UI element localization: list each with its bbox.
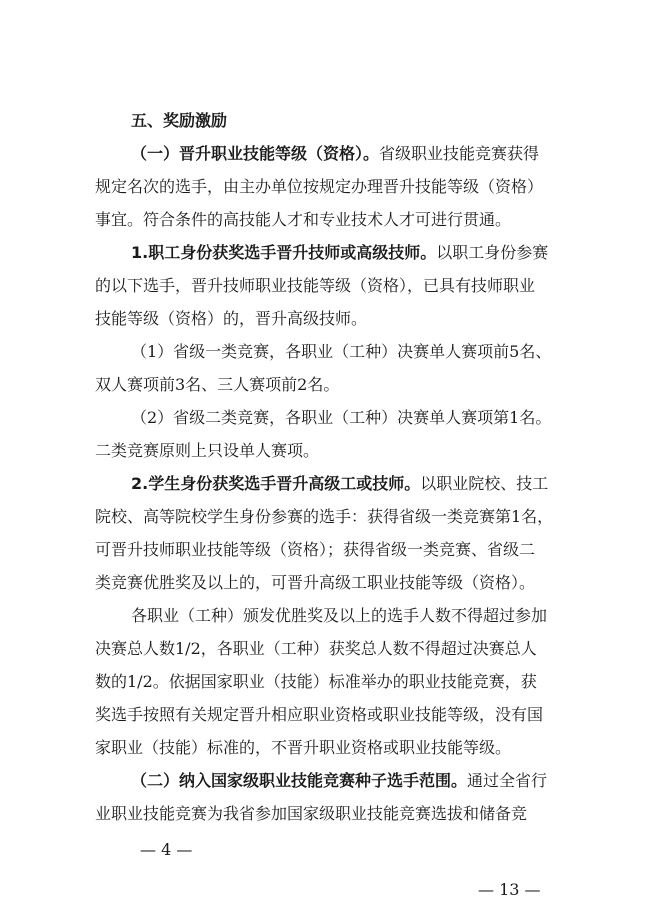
paragraph-1-line-1 [131,144,555,164]
paragraph-4-line-1: （2）省级二类竞赛，各职业（工种）决赛单人赛项第1名。 [131,408,552,427]
paragraph-1-line-3: 事宜。符合条件的高技能人才和专业技术人才可进行贯通。 [95,210,512,229]
paragraph-5-line-3: 可晋升技师职业技能等级（资格）；获得省级一类竞赛、省级二 [95,540,536,559]
paragraph-2-line-1 [131,243,555,263]
paragraph-7-line-2: 业职业技能竞赛为我省参加国家级职业技能竞赛选拔和储备竞 [95,804,528,823]
paragraph-1-line-2: 规定名次的选手，由主办单位按规定办理晋升技能等级（资格） [95,177,544,196]
paragraph-2-line-3: 技能等级（资格）的，晋升高级技师。 [95,309,368,328]
paragraph-2-line-2: 的以下选手，晋升技师职业技能等级（资格），已具有技师职业 [95,276,536,295]
paragraph-6-line-5: 家职业（技能）标准的，不晋升职业资格或职业技能等级。 [95,738,512,757]
section-heading: 五、奖励激励 [131,111,228,130]
paragraph-6-line-2: 决赛总人数1/2，各职业（工种）获奖总人数不得超过决赛总人 [95,639,537,658]
paragraph-5-line-1-text: 以职业院校、技工 [420,474,549,493]
paragraph-5-line-4: 类竞赛优胜奖及以上的，可晋升高级工职业技能等级（资格）。 [95,573,536,592]
inner-page-number: — 4 — [140,840,193,859]
outer-page-number: — 13 — [478,880,541,899]
paragraph-4-line-2: 二类竞赛原则上只设单人赛项。 [95,441,320,460]
paragraph-1-lead: （一）晋升职业技能等级（资格）。 [131,144,380,163]
paragraph-5-line-2: 院校、高等院校学生身份参赛的选手：获得省级一类竞赛第1名， [95,507,554,526]
paragraph-3-line-2: 双人赛项前3名、三人赛项前2名。 [95,375,340,394]
paragraph-6-line-4: 奖选手按照有关规定晋升相应职业资格或职业技能等级，没有国 [95,705,544,724]
paragraph-2-lead: 1.职工身份获奖选手晋升技师或高级技师。 [131,243,437,262]
paragraph-7-line-1 [131,771,555,791]
paragraph-6-line-1: 各职业（工种）颁发优胜奖及以上的选手人数不得超过参加 [131,606,548,625]
paragraph-6-line-3: 数的1/2。依据国家职业（技能）标准举办的职业技能竞赛，获 [95,672,537,691]
paragraph-3-line-1: （1）省级一类竞赛，各职业（工种）决赛单人赛项前5名、 [131,342,552,361]
paragraph-5-line-1 [131,474,555,494]
paragraph-2-line-1-text: 以职工身份参赛 [436,243,549,262]
paragraph-5-lead: 2.学生身份获奖选手晋升高级工或技师。 [131,474,421,493]
paragraph-1-line-1-text: 省级职业技能竞赛获得 [379,144,540,163]
paragraph-7-line-1-text: 通过全省行 [467,771,548,790]
paragraph-7-lead: （二）纳入国家级职业技能竞赛种子选手范围。 [131,771,468,790]
